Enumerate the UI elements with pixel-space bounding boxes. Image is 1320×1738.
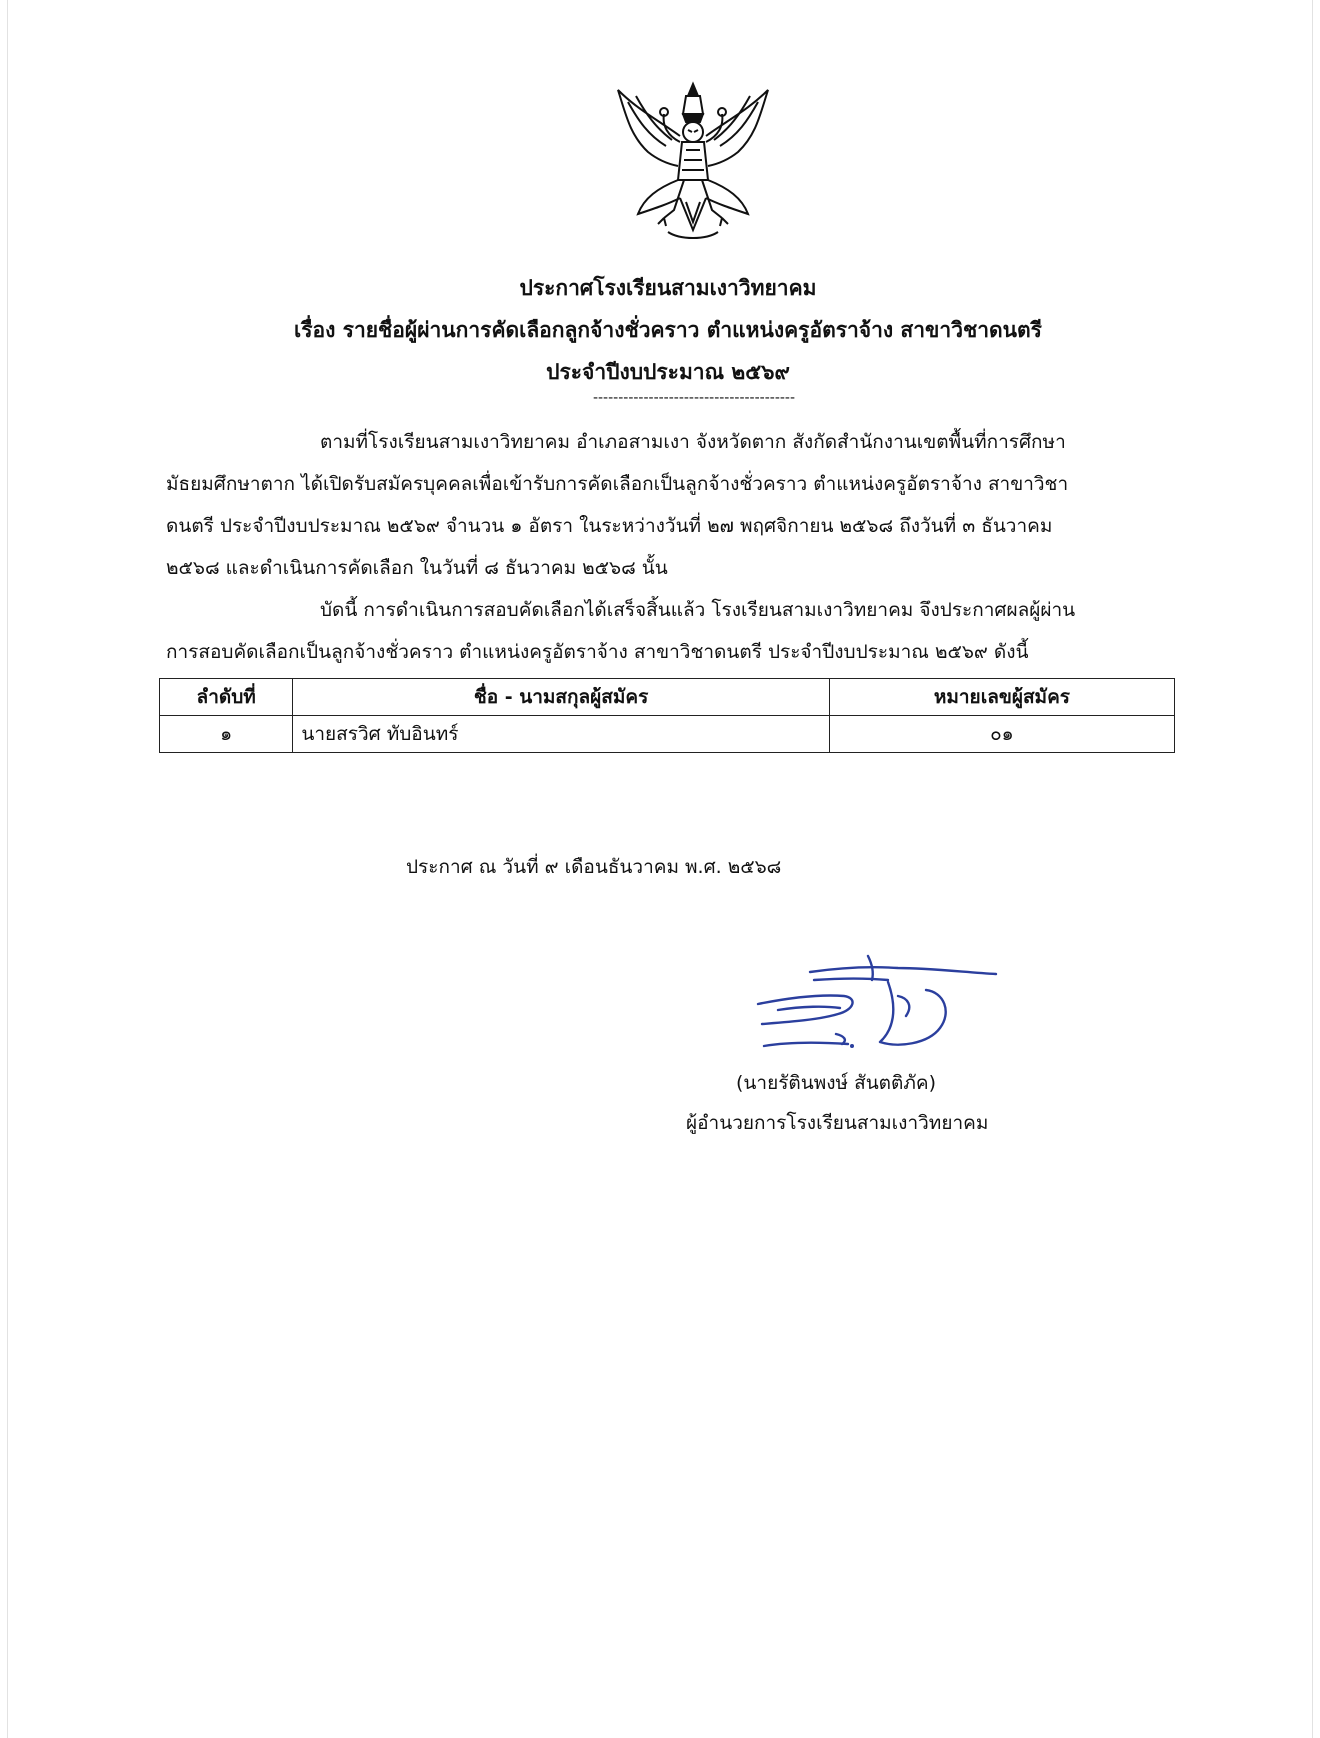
signer-name: (นายรัตินพงษ์ สันตติภัค) xyxy=(736,1072,937,1094)
column-header-name: ชื่อ - นามสกุลผู้สมัคร xyxy=(293,679,829,716)
announcement-title: ประกาศโรงเรียนสามเงาวิทยาคม xyxy=(519,276,817,300)
document-page xyxy=(8,0,1312,1738)
announcement-date: ประกาศ ณ วันที่ ๙ เดือนธันวาคม พ.ศ. ๒๕๖๘ xyxy=(406,856,782,878)
column-header-applicant-number: หมายเลขผู้สมัคร xyxy=(829,679,1174,716)
cell-order: ๑ xyxy=(160,716,293,753)
table-row xyxy=(160,716,1175,753)
header-divider: ---------------------------------------- xyxy=(592,390,796,406)
signer-position: ผู้อำนวยการโรงเรียนสามเงาวิทยาคม xyxy=(686,1112,989,1134)
handwritten-signature xyxy=(748,950,1008,1060)
paragraph-1-line-1: ตามที่โรงเรียนสามเงาวิทยาคม อำเภอสามเงา จังหวัดตาก สังกัดสำนักงานเขตพื้นที่การศึกษา xyxy=(320,431,1066,453)
announcement-subject: เรื่อง รายชื่อผู้ผ่านการคัดเลือกลูกจ้างชั่วคราว ตำแหน่งครูอัตราจ้าง สาขาวิชาดนตรี xyxy=(294,318,1042,342)
garuda-emblem-icon xyxy=(608,80,778,245)
cell-name: นายสรวิศ ทับอินทร์ xyxy=(293,716,829,753)
paragraph-2-line-2: การสอบคัดเลือกเป็นลูกจ้างชั่วคราว ตำแหน่งครูอัตราจ้าง สาขาวิชาดนตรี ประจำปีงบประมาณ ๒๕๖๙ ดังนี้ xyxy=(166,641,1029,663)
results-table xyxy=(159,678,1175,753)
cell-applicant-number: ๐๑ xyxy=(829,716,1174,753)
column-header-order: ลำดับที่ xyxy=(160,679,293,716)
paragraph-1-line-4: ๒๕๖๘ และดำเนินการคัดเลือก ในวันที่ ๘ ธันวาคม ๒๕๖๘ นั้น xyxy=(166,557,668,579)
table-header-row xyxy=(160,679,1175,716)
paragraph-2-line-1: บัดนี้ การดำเนินการสอบคัดเลือกได้เสร็จสิ้นแล้ว โรงเรียนสามเงาวิทยาคม จึงประกาศผลผู้ผ่าน xyxy=(320,599,1076,621)
fiscal-year-line: ประจำปีงบประมาณ ๒๕๖๙ xyxy=(546,360,790,384)
paragraph-1-line-2: มัธยมศึกษาตาก ได้เปิดรับสมัครบุคคลเพื่อเข้ารับการคัดเลือกเป็นลูกจ้างชั่วคราว ตำแหน่งครูอัตราจ้าง สาขาวิชา xyxy=(166,473,1069,495)
paragraph-1-line-3: ดนตรี ประจำปีงบประมาณ ๒๕๖๙ จำนวน ๑ อัตรา ในระหว่างวันที่ ๒๗ พฤศจิกายน ๒๕๖๘ ถึงวันที่ ๓ ธันวาคม xyxy=(166,515,1053,537)
